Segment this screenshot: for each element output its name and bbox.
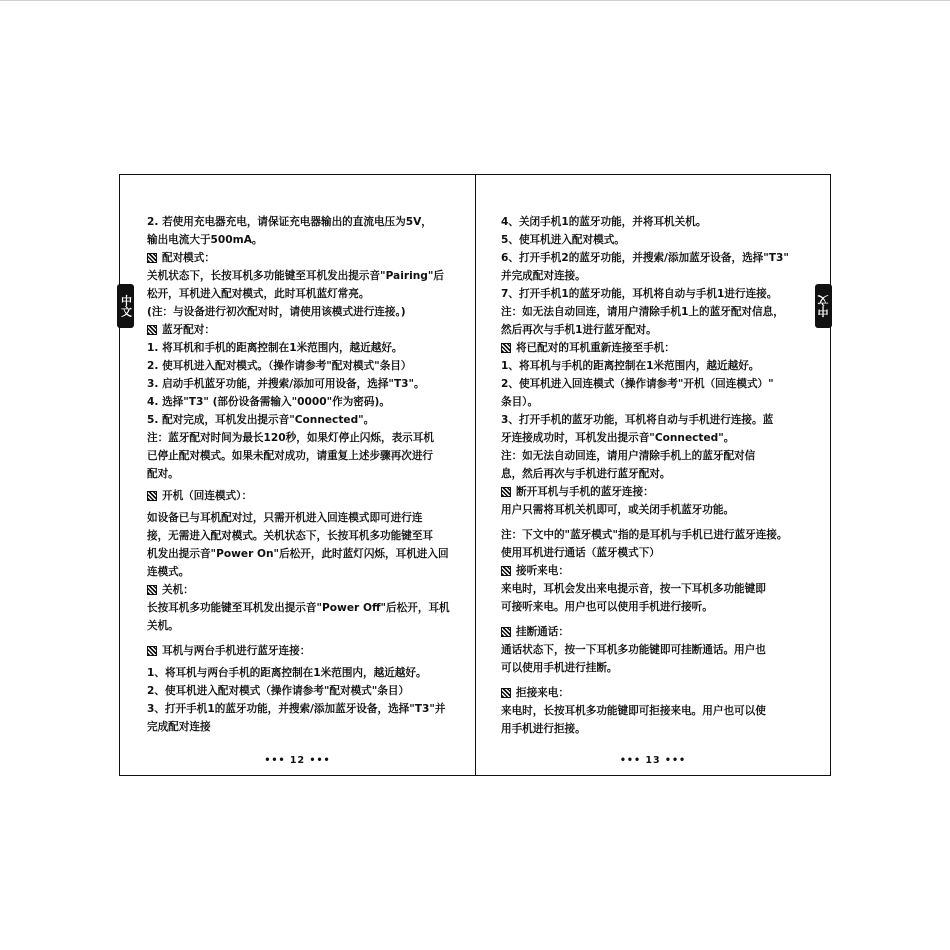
body-text-line: 可接听来电。用户也可以使用手机进行接听。 — [501, 601, 713, 613]
section-bullet-icon — [501, 566, 511, 576]
section-heading-text: 拒接来电： — [516, 687, 569, 699]
body-text-line: 1、将耳机与手机的距离控制在1米范围内，越近越好。 — [501, 360, 760, 372]
body-text-line: 3、打开手机1的蓝牙功能，并搜索/添加蓝牙设备，选择"T3"并 — [147, 703, 446, 715]
section-heading — [147, 321, 465, 339]
section-heading-text: 蓝牙配对： — [162, 324, 215, 336]
body-text-line: 然后再次与手机1进行蓝牙配对。 — [501, 324, 657, 336]
body-text-line: 5、使耳机进入配对模式。 — [501, 234, 625, 246]
section-heading-text: 接听来电： — [516, 565, 569, 577]
section-heading-text: 挂断通话： — [516, 626, 569, 638]
section-bullet-icon — [147, 585, 157, 595]
body-text-line: 关机。 — [147, 620, 179, 632]
body-text-line: 注：如无法自动回连，请用户清除手机上的蓝牙配对信 — [501, 450, 756, 462]
body-text-line: 1、将耳机与两台手机的距离控制在1米范围内，越近越好。 — [147, 667, 427, 679]
body-text-line: 牙连接成功时，耳机发出提示音"Connected"。 — [501, 432, 735, 444]
section-heading-text: 关机： — [162, 584, 194, 596]
body-text-line: 完成配对连接 — [147, 721, 211, 733]
left-page — [119, 174, 476, 776]
section-heading — [501, 684, 823, 702]
body-text-line: 连模式。 — [147, 566, 190, 578]
page-number-13: ••• 13 ••• — [619, 755, 687, 766]
body-text-line: 并完成配对连接。 — [501, 270, 586, 282]
body-text-line: 2、使耳机进入回连模式（操作请参考"开机（回连模式）" — [501, 378, 774, 390]
right-page-body — [501, 213, 823, 738]
body-text-line: 关机状态下，长按耳机多功能键至耳机发出提示音"Pairing"后 — [147, 270, 444, 282]
body-text-line: 来电时，耳机会发出来电提示音，按一下耳机多功能键即 — [501, 583, 766, 595]
body-text-line: 用户只需将耳机关机即可，或关闭手机蓝牙功能。 — [501, 504, 735, 516]
body-text-line: 1. 将耳机和手机的距离控制在1米范围内，越近越好。 — [147, 342, 403, 354]
body-text-line: 通话状态下，按一下耳机多功能键即可挂断通话。用户也 — [501, 644, 766, 656]
body-text-line: 使用耳机进行通话（蓝牙模式下） — [501, 547, 660, 559]
spacer — [501, 616, 823, 623]
right-page — [475, 174, 831, 776]
section-heading-text: 将已配对的耳机重新连接至手机： — [516, 342, 675, 354]
body-text-line: 如设备已与耳机配对过，只需开机进入回连模式即可进行连 — [147, 512, 423, 524]
body-text-line: 输出电流大于500mA。 — [147, 234, 263, 246]
body-text-line: 配对。 — [147, 468, 179, 480]
section-bullet-icon — [147, 325, 157, 335]
body-text-line: 注：蓝牙配对时间为最长120秒，如果灯停止闪烁，表示耳机 — [147, 432, 434, 444]
section-heading — [147, 249, 465, 267]
section-heading — [147, 581, 465, 599]
language-tab-right — [815, 284, 832, 328]
section-heading — [501, 483, 823, 501]
body-text-line: 来电时，长按耳机多功能键即可拒接来电。用户也可以使 — [501, 705, 766, 717]
body-text-line: 注：下文中的"蓝牙模式"指的是耳机与手机已进行蓝牙连接。 — [501, 529, 788, 541]
body-text-line: 机发出提示音"Power On"后松开，此时蓝灯闪烁，耳机进入回 — [147, 548, 449, 560]
section-bullet-icon — [147, 491, 157, 501]
section-heading-text: 耳机与两台手机进行蓝牙连接： — [162, 645, 311, 657]
spacer — [147, 635, 465, 642]
top-rule — [0, 0, 950, 1]
body-text-line: 4. 选择"T3" (部份设备需输入"0000"作为密码)。 — [147, 396, 390, 408]
page-number-12: ••• 12 ••• — [264, 755, 331, 766]
body-text-line: 用手机进行拒接。 — [501, 723, 586, 735]
section-heading — [501, 562, 823, 580]
spacer — [501, 519, 823, 526]
spacer — [501, 677, 823, 684]
body-text-line: 可以使用手机进行挂断。 — [501, 662, 618, 674]
body-text-line: 注：如无法自动回连，请用户清除手机1上的蓝牙配对信息， — [501, 306, 784, 318]
section-heading — [501, 339, 823, 357]
section-heading — [147, 642, 465, 660]
body-text-line: 3. 启动手机蓝牙功能，并搜索/添加可用设备，选择"T3"。 — [147, 378, 425, 390]
body-text-line: 5. 配对完成，耳机发出提示音"Connected"。 — [147, 414, 375, 426]
body-text-line: 2、使耳机进入配对模式（操作请参考"配对模式"条目） — [147, 685, 410, 697]
section-heading-text: 配对模式： — [162, 252, 215, 264]
language-tab-label: 中文 — [816, 295, 830, 317]
section-heading — [501, 623, 823, 641]
body-text-line: 条目）。 — [501, 396, 539, 408]
section-bullet-icon — [501, 343, 511, 353]
body-text-line: 接，无需进入配对模式。关机状态下，长按耳机多功能键至耳 — [147, 530, 434, 542]
body-text-line: 长按耳机多功能键至耳机发出提示音"Power Off"后松开，耳机 — [147, 602, 450, 614]
body-text-line: 4、关闭手机1的蓝牙功能，并将耳机关机。 — [501, 216, 707, 228]
body-text-line: 3、打开手机的蓝牙功能，耳机将自动与手机进行连接。蓝 — [501, 414, 774, 426]
section-heading — [147, 487, 465, 505]
body-text-line: (注：与设备进行初次配对时，请使用该模式进行连接。) — [147, 306, 406, 318]
body-text-line: 7、打开手机1的蓝牙功能，耳机将自动与手机1进行连接。 — [501, 288, 778, 300]
language-tab-left — [117, 284, 134, 328]
section-bullet-icon — [147, 253, 157, 263]
body-text-line: 已停止配对模式。如果未配对成功，请重复上述步骤再次进行 — [147, 450, 434, 462]
section-heading-text: 开机（回连模式）： — [162, 490, 253, 502]
body-text-line: 2. 若使用充电器充电，请保证充电器输出的直流电压为5V， — [147, 216, 432, 228]
body-text-line: 2. 使耳机进入配对模式。（操作请参考"配对模式"条目） — [147, 360, 412, 372]
body-text-line: 6、打开手机2的蓝牙功能，并搜索/添加蓝牙设备，选择"T3" — [501, 252, 789, 264]
body-text-line: 松开，耳机进入配对模式，此时耳机蓝灯常亮。 — [147, 288, 370, 300]
section-bullet-icon — [147, 646, 157, 656]
body-text-line: 息，然后再次与手机进行蓝牙配对。 — [501, 468, 671, 480]
left-page-body — [147, 213, 465, 736]
language-tab-label: 中文 — [119, 295, 133, 317]
section-bullet-icon — [501, 487, 511, 497]
section-bullet-icon — [501, 688, 511, 698]
section-heading-text: 断开耳机与手机的蓝牙连接： — [516, 486, 654, 498]
section-bullet-icon — [501, 627, 511, 637]
